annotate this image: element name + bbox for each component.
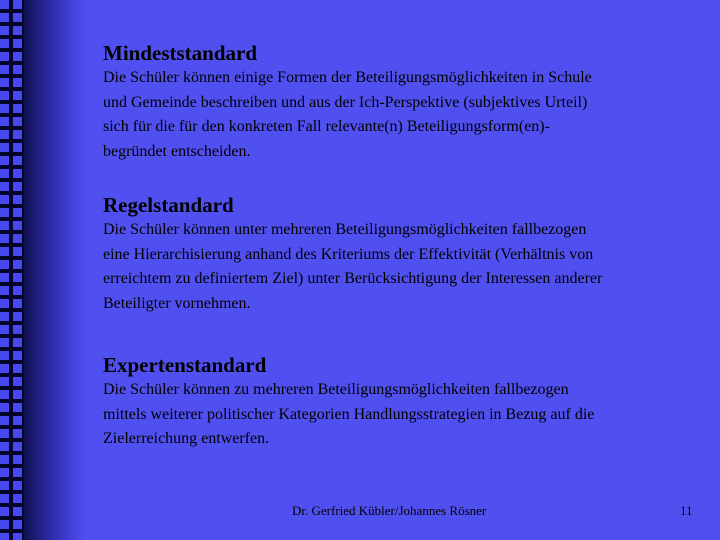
text-line: Beteiligter vornehmen. xyxy=(103,294,251,312)
text-line: mittels weiterer politischer Kategorien Handlungsstrategien in Bezug auf die xyxy=(103,405,595,423)
section-text xyxy=(103,218,703,316)
decorative-sidebar xyxy=(0,0,88,540)
page-number: 11 xyxy=(680,503,693,518)
section-heading: Mindeststandard xyxy=(103,41,258,65)
section-expertenstandard xyxy=(103,352,703,452)
footer-author: Dr. Gerfried Kübler/Johannes Rösner xyxy=(292,503,487,518)
square-pattern-decoration xyxy=(0,0,24,540)
text-line: erreichtem zu definiertem Ziel) unter Berücksichtigung der Interessen anderer xyxy=(103,270,603,287)
text-line: und Gemeinde beschreiben und aus der Ich-Perspektive (subjektives Urteil) xyxy=(103,93,588,111)
text-line: begründet entscheiden. xyxy=(103,142,251,160)
text-line: Zielerreichung entwerfen. xyxy=(103,430,270,447)
text-line: Die Schüler können unter mehreren Beteiligungsmöglichkeiten fallbezogen xyxy=(103,221,587,238)
section-mindeststandard xyxy=(103,40,703,164)
text-line: sich für die für den konkreten Fall relevante(n) Beteiligungsform(en)- xyxy=(103,118,550,135)
text-line: eine Hierarchisierung anhand des Kriteriums der Effektivität (Verhältnis von xyxy=(103,245,594,263)
text-line: Die Schüler können zu mehreren Beteiligungsmöglichkeiten fallbezogen xyxy=(103,381,569,398)
section-heading: Regelstandard xyxy=(103,193,234,217)
text-line: Die Schüler können einige Formen der Beteiligungsmöglichkeiten in Schule xyxy=(103,69,592,86)
section-text xyxy=(103,378,703,452)
section-regelstandard xyxy=(103,192,703,316)
section-heading: Expertenstandard xyxy=(103,353,267,377)
section-text xyxy=(103,66,703,164)
